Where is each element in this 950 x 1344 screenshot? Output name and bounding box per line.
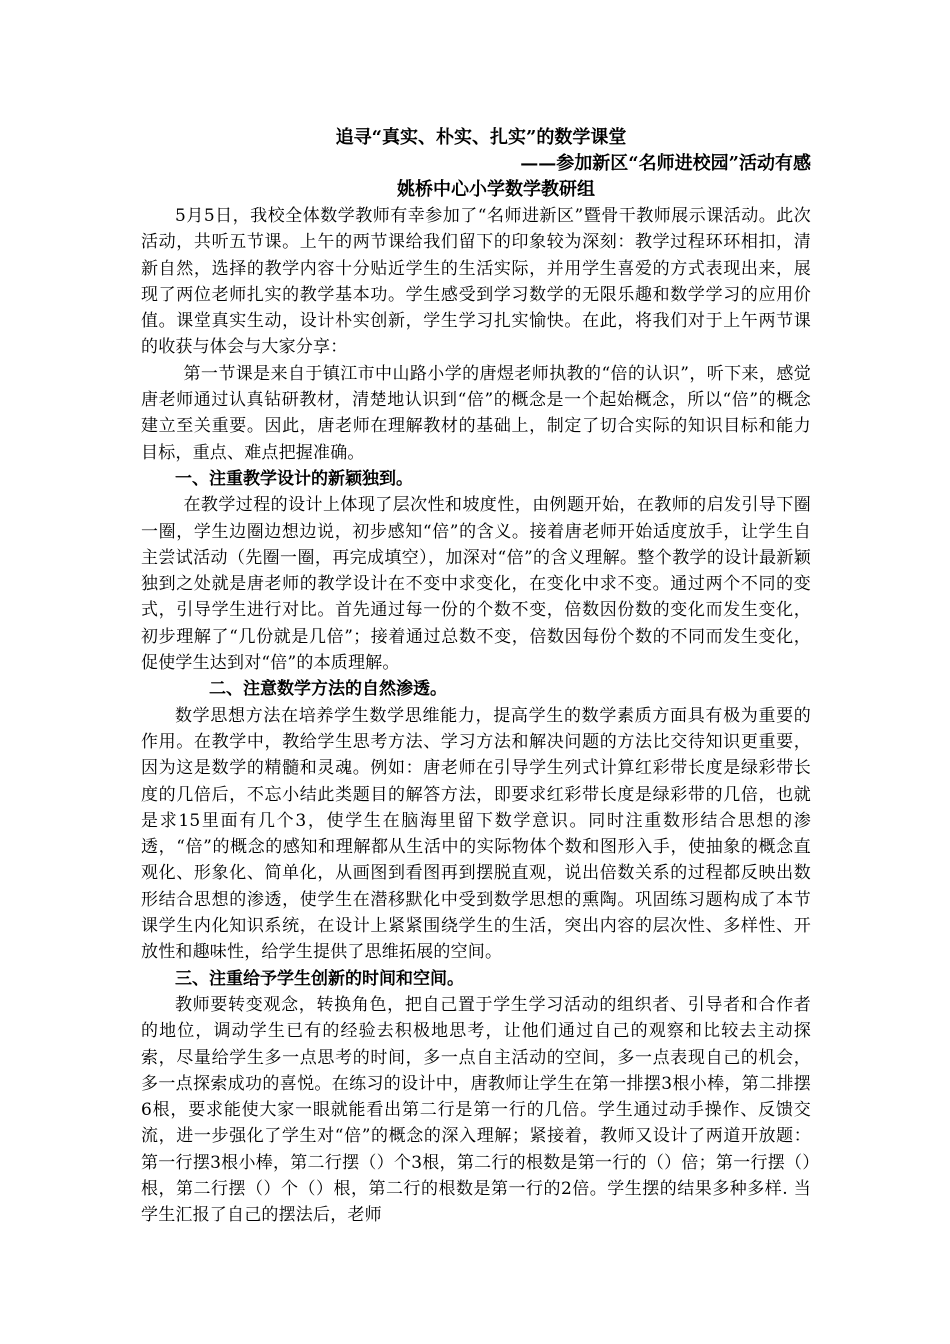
document-body	[141, 125, 811, 1229]
document-title: 追寻“真实、朴实、扎实”的数学课堂	[335, 127, 627, 148]
intro-paragraph: 5月5日，我校全体数学教师有幸参加了“名师进新区”暨骨干教师展示课活动。此次活动，共听五节课。上午的两节课给我们留下的印象较为深刻：教学过程环环相扣，清新自然，选择的教学内容十分贴近学生的生活实际，并用学生喜爱的方式表现出来，展现了两位老师扎实的教学基本功。学生感受到学习数学的无限乐趣和数学学习的应用价值。课堂真实生动，设计朴实创新，学生学习扎实愉快。在此，将我们对于上午两节课的收获与体会与大家分享：	[141, 206, 811, 358]
section2-heading: 二、注意数学方法的自然渗透。	[209, 679, 447, 700]
document-subtitle: ——参加新区“名师进校园”活动有感	[520, 153, 811, 174]
document-author: 姚桥中心小学数学教研组	[397, 179, 595, 200]
section3-heading: 三、注重给予学生创新的时间和空间。	[175, 968, 464, 989]
section1-heading: 一、注重教学设计的新颖独到。	[175, 468, 413, 489]
section1-paragraph: 在教学过程的设计上体现了层次性和坡度性，由例题开始，在教师的启发引导下圈一圈，学生边圈边想边说，初步感知“倍”的含义。接着唐老师开始适度放手，让学生自主尝试活动（先圈一圈，再完成填空），加深对“倍”的含义理解。整个教学的设计最新颖独到之处就是唐老师的教学设计在不变中求变化，在变化中求不变。通过两个不同的变式，引导学生进行对比。首先通过每一份的个数不变，倍数因份数的变化而发生变化，初步理解了“几份就是几倍”；接着通过总数不变，倍数因每份个数的不同而发生变化，促使学生达到对“倍”的本质理解。	[141, 495, 811, 674]
lesson1-paragraph: 第一节课是来自于镇江市中山路小学的唐煜老师执教的“倍的认识”，听下来，感觉唐老师通过认真钻研教材，清楚地认识到“倍”的概念是一个起始概念，所以“倍”的概念建立至关重要。因此，唐老师在理解教材的基础上，制定了切合实际的知识目标和能力目标，重点、难点把握准确。	[141, 363, 811, 463]
section2-paragraph: 数学思想方法在培养学生数学思维能力，提高学生的数学素质方面具有极为重要的作用。在教学中，教给学生思考方法、学习方法和解决问题的方法比交待知识更重要，因为这是数学的精髓和灵魂。例如：唐老师在引导学生列式计算红彩带长度是绿彩带长度的几倍后，不忘小结此类题目的解答方法，即要求红彩带长度是绿彩带的几倍，也就是求15里面有几个3，使学生在脑海里留下数学意识。同时注重数形结合思想的渗透，“倍”的概念的感知和理解都从生活中的实际物体个数和图形入手，使抽象的概念直观化、形象化、简单化，从画图到看图再到摆脱直观，说出倍数关系的过程都反映出数形结合思想的渗透，使学生在潜移默化中受到数学思想的熏陶。巩固练习题构成了本节课学生内化知识系统，在设计上紧紧围绕学生的生活，突出内容的层次性、多样性、开放性和趣味性，给学生提供了思维拓展的空间。	[141, 705, 811, 963]
section3-paragraph: 教师要转变观念，转换角色，把自己置于学生学习活动的组织者、引导者和合作者的地位，调动学生已有的经验去积极地思考，让他们通过自己的观察和比较去主动探索，尽量给学生多一点思考的时间，多一点自主活动的空间，多一点表现自己的机会，多一点探索成功的喜悦。在练习的设计中，唐教师让学生在第一排摆3根小棒，第二排摆6根，要求能使大家一眼就能看出第二行是第一行的几倍。学生通过动手操作、反馈交流，进一步强化了学生对“倍”的概念的深入理解；紧接着，教师又设计了两道开放题：第一行摆3根小棒，第二行摆（）个3根，第二行的根数是第一行的（）倍；第一行摆（）根，第二行摆（）个（）根，第二行的根数是第一行的2倍。学生摆的结果多种多样. 当学生汇报了自己的摆法后，老师	[141, 994, 811, 1226]
